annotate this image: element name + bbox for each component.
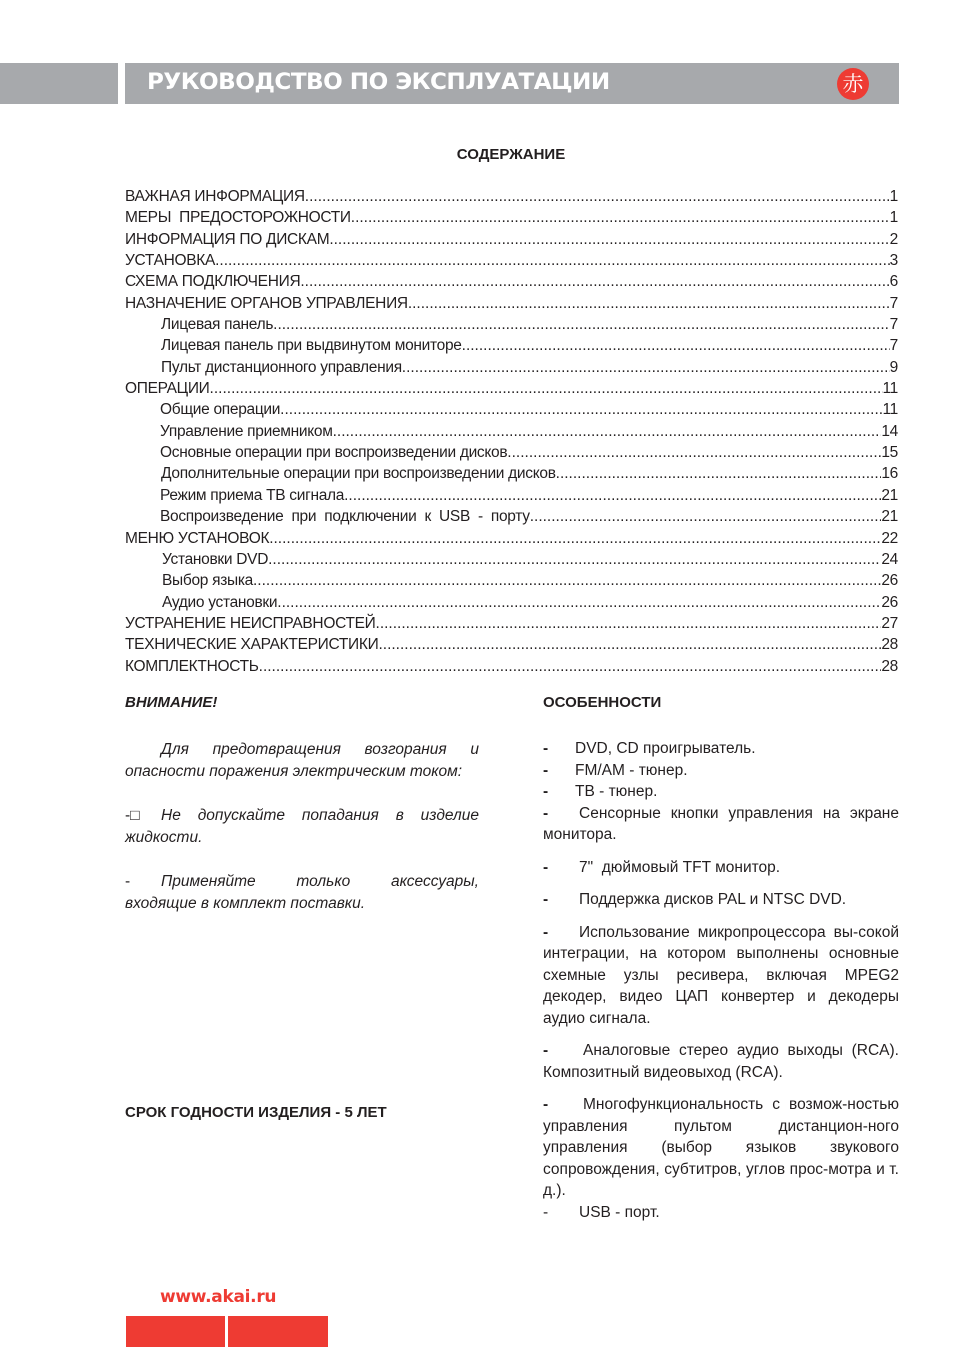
feature-bullet: - [543, 783, 549, 800]
toc-leader-dots [507, 442, 881, 463]
toc-entry-page: 11 [882, 401, 898, 419]
toc-entry-label: КОМПЛЕКТНОСТЬ [125, 657, 259, 675]
header-bar-left-block [0, 63, 118, 104]
toc-entry-label: Дополнительные операции при воспроизведении дисков [161, 465, 556, 483]
feature-bullet: - [543, 740, 549, 757]
feature-text: DVD, CD проигрыватель. [575, 740, 756, 757]
feature-item [543, 760, 899, 782]
toc-entry-page: 22 [881, 529, 898, 547]
toc-entry-label: УСТАНОВКА [125, 252, 216, 270]
toc-entry-label: Основные операции при воспроизведении дисков [160, 444, 508, 462]
akai-logo-icon: 赤 [837, 68, 869, 100]
feature-text: Использование микропроцессора вы-сокой интеграции, на котором выполнены основные схемные узлы ресивера, включая MPEG2 декодер, видео ЦАП конвертер и декодеры аудио сигнала. [543, 923, 899, 1027]
toc-entry-label: Общие операции [160, 401, 281, 419]
feature-bullet: - [543, 1096, 549, 1113]
toc-entry-page: 21 [881, 486, 898, 504]
toc-entry[interactable] [125, 613, 898, 634]
warning-intro: Для предотвращения возгорания и опасности поражения электрическим током: [125, 741, 479, 780]
toc-entry-label: ИНФОРМАЦИЯ ПО ДИСКАМ [125, 230, 330, 248]
toc-entry-page: 26 [881, 593, 898, 611]
toc-entry-page: 1 [889, 188, 898, 205]
toc-entry-label: Пульт дистанционного управления [161, 358, 402, 376]
feature-text: ТВ - тюнер. [575, 783, 658, 800]
toc-subentry[interactable] [125, 421, 898, 442]
toc-entry-page: 6 [889, 273, 898, 291]
toc-entry-page: 28 [881, 657, 898, 675]
feature-text: Аналоговые стерео аудио выходы (RCA). Композитный видеовыход (RCA). [543, 1042, 899, 1081]
toc-entry-page: 16 [881, 465, 898, 483]
toc-entry-page: 1 [889, 209, 898, 227]
feature-text: Поддержка дисков PAL и NTSC DVD. [579, 891, 847, 908]
toc-subentry[interactable] [125, 506, 898, 527]
toc-entry-page: 9 [889, 358, 898, 376]
header-bar [125, 63, 899, 104]
toc-entry-label: Лицевая панель [161, 316, 274, 334]
toc-leader-dots [268, 549, 881, 570]
toc-entry[interactable] [125, 656, 898, 677]
toc-subentry[interactable] [125, 570, 898, 591]
toc-entry-label: Выбор языка [162, 572, 253, 590]
toc-entry-label: МЕРЫ ПРЕДОСТОРОЖНОСТИ [125, 209, 351, 227]
warning-item [125, 871, 479, 915]
toc-leader-dots [253, 570, 881, 591]
toc-leader-dots [300, 271, 889, 292]
feature-item [543, 1040, 899, 1083]
toc-leader-dots [215, 250, 890, 271]
toc-leader-dots [462, 335, 890, 356]
toc-subentry[interactable] [125, 592, 898, 613]
toc-entry-page: 3 [889, 252, 898, 270]
toc-entry[interactable] [125, 528, 898, 549]
toc-leader-dots [273, 314, 890, 335]
toc-leader-dots [408, 293, 890, 314]
toc-entry-label: Лицевая панель при выдвинутом мониторе [161, 337, 462, 355]
toc-entry-page: 2 [889, 230, 898, 248]
toc-entry[interactable] [125, 250, 898, 271]
toc-leader-dots [210, 378, 883, 399]
table-of-contents [125, 186, 898, 677]
warning-item-text: Не допускайте попадания в изделие жидкости. [125, 807, 479, 846]
feature-item [543, 738, 899, 760]
feature-bullet: - [543, 891, 549, 908]
toc-entry-page: 24 [881, 550, 898, 568]
feature-bullet: - [543, 1203, 549, 1221]
features-title: ОСОБЕННОСТИ [543, 694, 662, 711]
toc-subentry[interactable] [125, 314, 898, 335]
toc-subentry[interactable] [125, 463, 898, 484]
toc-entry-label: Воспроизведение при подключении к USB - порту [160, 508, 530, 526]
warning-item [125, 805, 479, 849]
footer-red-block-left [126, 1316, 225, 1347]
feature-text: Сенсорные кнопки управления на экране монитора. [543, 804, 899, 843]
feature-bullet: - [543, 804, 549, 822]
toc-leader-dots [351, 207, 890, 228]
toc-leader-dots [378, 634, 881, 655]
warning-item-text: Применяйте только аксессуары, входящие в комплект поставки. [125, 873, 479, 912]
toc-entry-page: 26 [881, 572, 898, 590]
toc-entry[interactable] [125, 634, 898, 655]
toc-leader-dots [344, 485, 881, 506]
toc-entry-label: СХЕМА ПОДКЛЮЧЕНИЯ [125, 273, 301, 291]
warning-title: ВНИМАНИЕ! [125, 694, 218, 711]
feature-text: 7" дюймовый TFT монитор. [579, 858, 781, 876]
toc-title: СОДЕРЖАНИЕ [456, 146, 566, 163]
warning-section [125, 694, 479, 1121]
feature-bullet: - [543, 761, 549, 779]
toc-entry-label: ОПЕРАЦИИ [125, 380, 210, 398]
toc-entry[interactable] [125, 271, 898, 292]
toc-entry-page: 27 [881, 614, 898, 632]
feature-text: USB - порт. [579, 1203, 660, 1221]
toc-entry-label: Аудио установки [162, 593, 278, 611]
toc-entry-page: 14 [881, 422, 898, 440]
feature-item [543, 781, 899, 803]
toc-leader-dots [277, 592, 881, 613]
toc-entry-label: Управление приемником [160, 422, 333, 440]
website-link[interactable]: www.akai.ru [160, 1287, 277, 1307]
toc-entry-page: 21 [881, 508, 898, 526]
toc-entry-page: 7 [889, 316, 898, 334]
toc-subentry[interactable] [125, 357, 898, 378]
toc-subentry[interactable] [125, 335, 898, 356]
footer-red-block-right [228, 1316, 328, 1347]
toc-leader-dots [376, 613, 882, 634]
feature-item [543, 889, 899, 911]
toc-subentry[interactable] [125, 485, 898, 506]
toc-subentry[interactable] [125, 399, 898, 420]
toc-entry-label: ВАЖНАЯ ИНФОРМАЦИЯ [125, 188, 305, 205]
toc-entry[interactable] [125, 229, 898, 250]
toc-entry-label: Режим приема ТВ сигнала [160, 486, 345, 504]
toc-entry-label: НАЗНАЧЕНИЕ ОРГАНОВ УПРАВЛЕНИЯ [125, 294, 408, 312]
toc-subentry[interactable] [125, 442, 898, 463]
toc-leader-dots [269, 528, 881, 549]
document-title: РУКОВОДСТВО ПО ЭКСПЛУАТАЦИИ [147, 70, 610, 95]
feature-item [543, 803, 899, 846]
feature-item [543, 1202, 899, 1224]
toc-entry-label: УСТРАНЕНИЕ НЕИСПРАВНОСТЕЙ [125, 614, 376, 632]
toc-leader-dots [556, 463, 882, 484]
toc-entry[interactable] [125, 207, 898, 228]
toc-leader-dots [333, 421, 882, 442]
feature-text: Многофункциональность с возмож-ностью управления пультом дистанцион-ного управления (выбор языков звукового сопровождения, субтитров, углов прос-мотра и т. д.). [543, 1096, 899, 1199]
toc-leader-dots [530, 506, 882, 527]
feature-text: FM/AM - тюнер. [575, 761, 688, 779]
feature-item [543, 1094, 899, 1202]
toc-entry-label: Установки DVD [162, 550, 269, 568]
toc-entry-page: 28 [881, 636, 898, 654]
warning-bullet: -□ [125, 807, 140, 824]
toc-leader-dots [329, 229, 889, 250]
toc-leader-dots [402, 357, 890, 378]
toc-entry-page: 11 [882, 380, 898, 398]
features-section [543, 694, 899, 1223]
toc-leader-dots [280, 399, 882, 420]
toc-entry-page: 7 [889, 294, 898, 312]
feature-item [543, 922, 899, 1030]
toc-leader-dots [305, 186, 890, 207]
warning-bullet: - [125, 873, 131, 890]
feature-bullet: - [543, 1042, 549, 1059]
feature-bullet: - [543, 923, 549, 941]
toc-subentry[interactable] [125, 549, 898, 570]
toc-leader-dots [259, 656, 882, 677]
toc-entry-page: 15 [881, 444, 898, 462]
toc-entry-page: 7 [889, 337, 898, 355]
feature-bullet: - [543, 858, 549, 876]
toc-entry[interactable] [125, 186, 898, 207]
feature-item [543, 857, 899, 879]
shelf-life-notice: СРОК ГОДНОСТИ ИЗДЕЛИЯ - 5 ЛЕТ [125, 1104, 387, 1121]
toc-entry-label: МЕНЮ УСТАНОВОК [125, 529, 270, 547]
toc-entry[interactable] [125, 293, 898, 314]
toc-entry-label: ТЕХНИЧЕСКИЕ ХАРАКТЕРИСТИКИ [125, 636, 379, 654]
toc-entry[interactable] [125, 378, 898, 399]
features-list [543, 738, 899, 1223]
